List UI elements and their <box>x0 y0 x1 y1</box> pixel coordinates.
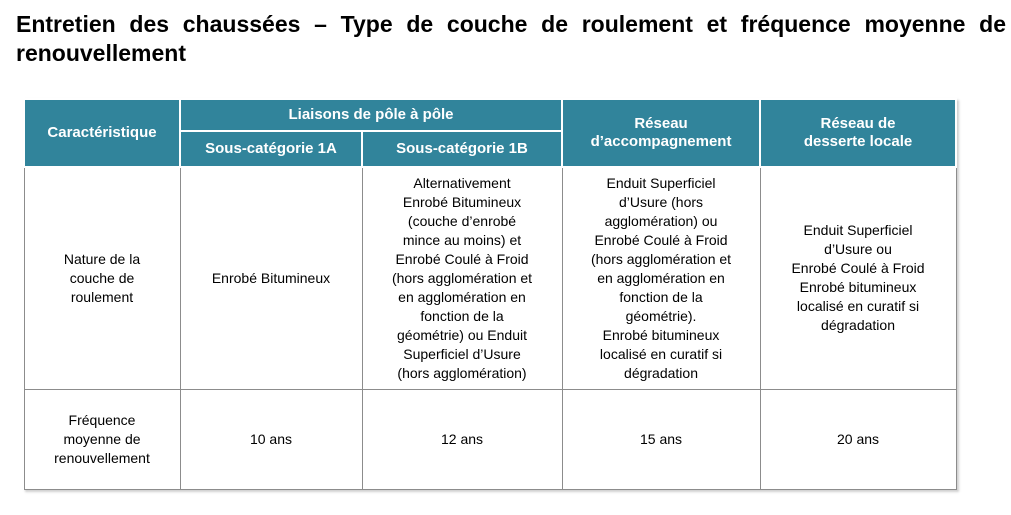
cell-frequence-1a: 10 ans <box>180 389 362 489</box>
cell-nature-accompagnement: Enduit Superficiel d’Usure (hors agglomération) ou Enrobé Coulé à Froid (hors agglomération et en agglomération en fonction de la géométrie). Enrobé bitumineux localisé en curatif si dégradation <box>562 167 760 389</box>
cell-frequence-desserte: 20 ans <box>760 389 956 489</box>
header-reseau-desserte-locale: Réseau de desserte locale <box>760 99 956 167</box>
header-caracteristique: Caractéristique <box>24 99 180 167</box>
header-sous-categorie-1b: Sous-catégorie 1B <box>362 131 562 167</box>
row-label-nature: Nature de la couche de roulement <box>24 167 180 389</box>
table-row-frequence <box>24 389 956 489</box>
header-reseau-accompagnement: Réseau d’accompagnement <box>562 99 760 167</box>
cell-frequence-accompagnement: 15 ans <box>562 389 760 489</box>
row-label-frequence: Fréquence moyenne de renouvellement <box>24 389 180 489</box>
cell-nature-1a: Enrobé Bitumineux <box>180 167 362 389</box>
maintenance-table <box>23 98 957 490</box>
page-title: Entretien des chaussées – Type de couche de roulement et fréquence moyenne de renouvellement <box>16 11 1006 66</box>
cell-nature-desserte: Enduit Superficiel d’Usure ou Enrobé Coulé à Froid Enrobé bitumineux localisé en curatif si dégradation <box>760 167 956 389</box>
header-row-top <box>24 99 956 131</box>
header-liaisons-pole-a-pole: Liaisons de pôle à pôle <box>180 99 562 131</box>
cell-frequence-1b: 12 ans <box>362 389 562 489</box>
cell-nature-1b: Alternativement Enrobé Bitumineux (couche d’enrobé mince au moins) et Enrobé Coulé à Froid (hors agglomération et en agglomération en fonction de la géométrie) ou Enduit Superficiel d’Usure (hors agglomération) <box>362 167 562 389</box>
table-row-nature-couche <box>24 167 956 389</box>
header-sous-categorie-1a: Sous-catégorie 1A <box>180 131 362 167</box>
